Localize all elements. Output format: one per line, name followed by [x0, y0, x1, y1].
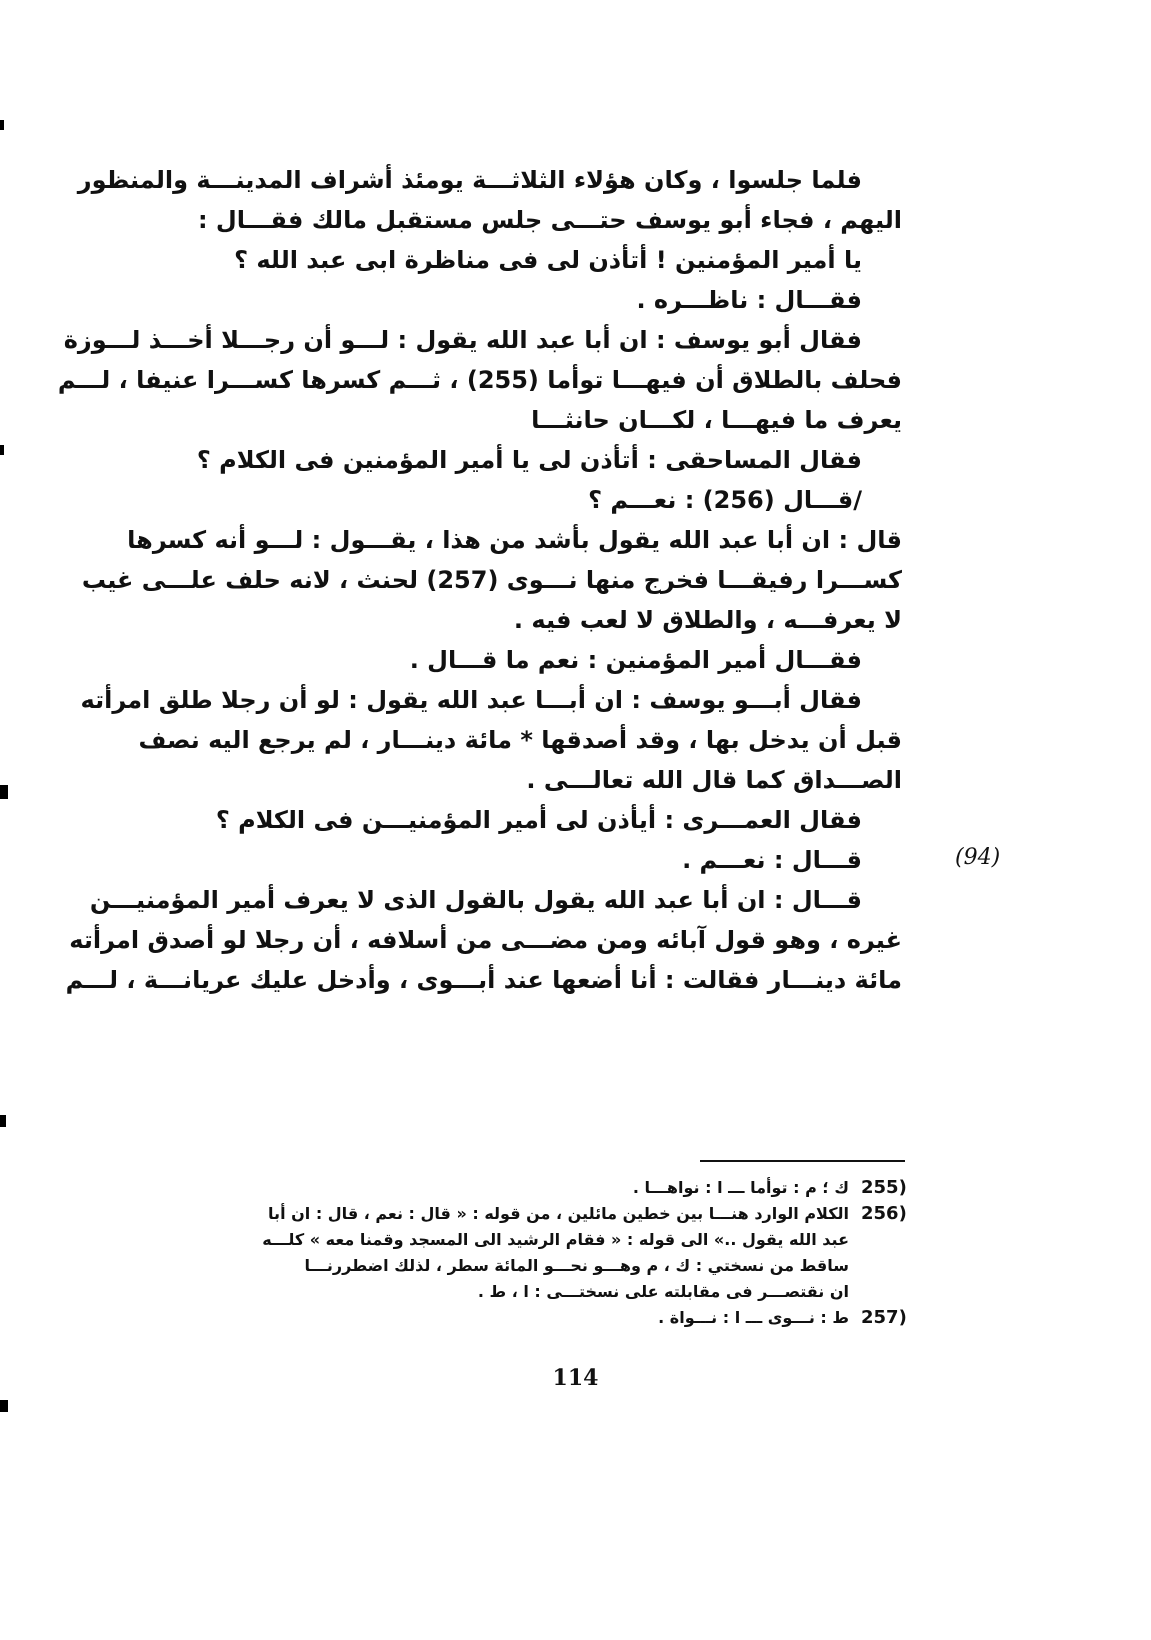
- footnote-item: [190, 1305, 905, 1331]
- text-line: فلما جلسوا ، وكان هؤلاء الثلاثـــة يومئذ أشراف المدينـــة والمنظور: [77, 166, 862, 194]
- text-line: /قـــال (256) : نعـــم ؟: [588, 486, 862, 514]
- footnote-text: [190, 1305, 861, 1331]
- footnote-text: [190, 1201, 861, 1305]
- paragraph: [80, 680, 902, 720]
- text-line: فقال المساحقى : أتأذن لى يا أمير المؤمنين فى الكلام ؟: [196, 446, 862, 474]
- footnote-line: الكلام الوارد هنـــا بين خطين مائلين ، من قوله : « قال : نعم ، قال : ان أبا: [268, 1204, 849, 1223]
- text-line: قـــال : نعـــم .: [682, 846, 862, 874]
- text-line: يعرف ما فيهـــا ، لكـــان حانثـــا: [531, 406, 902, 434]
- paragraph: [89, 880, 902, 920]
- paragraph: [138, 720, 902, 800]
- footnote-number: 255): [861, 1177, 907, 1198]
- paragraph: [190, 480, 902, 520]
- footnote-number: 257): [861, 1307, 907, 1328]
- margin-reference-number: (94): [955, 845, 1001, 870]
- footnote-line: ان نقتصـــر فى مقابلته على نسختـــى : ا ، ط .: [477, 1282, 849, 1301]
- footnotes: [190, 1175, 905, 1331]
- text-line: اليهم ، فجاء أبو يوسف حتـــى جلس مستقبل مالك فقـــال :: [197, 206, 902, 234]
- scan-edge-mark: [0, 785, 8, 799]
- footnote-item: [190, 1175, 905, 1201]
- footnote-number: 256): [861, 1203, 907, 1224]
- text-line: كســـرا رفيقـــا فخرج منها نـــوى (257) لحنث ، لانه حلف علـــى غيب: [81, 566, 902, 594]
- text-line: غيره ، وهو قول آبائه ومن مضـــى من أسلافه ، أن رجلا لو أصدق امرأته: [69, 926, 902, 954]
- paragraph: [77, 160, 902, 200]
- footnote-line: ط : نـــوى ـــ ا : نـــواة .: [658, 1308, 849, 1327]
- paragraph: [81, 520, 902, 640]
- main-text: [57, 160, 902, 1000]
- page-number: 114: [552, 1365, 599, 1391]
- scan-edge-mark: [0, 445, 4, 455]
- paragraph: [57, 360, 902, 440]
- text-line: فقـــال أمير المؤمنين : نعم ما قـــال .: [409, 646, 862, 674]
- text-line: قال : ان أبا عبد الله يقول بأشد من هذا ، يقـــول : لـــو أنه كسرها: [127, 526, 902, 554]
- footnote-line: عبد الله يقول ..» الى قوله : « فقام الرشيد الى المسجد وقمنا معه » كلـــه: [262, 1230, 849, 1249]
- footnote-item: [190, 1201, 905, 1305]
- text-line: مائة دينـــار فقالت : أنا أضعها عند أبـــوى ، وأدخل عليك عريانـــة ، لـــم: [65, 966, 902, 994]
- paragraph: [190, 200, 902, 240]
- paragraph: [190, 840, 902, 880]
- text-line: الصـــداق كما قال الله تعالـــى .: [526, 766, 902, 794]
- footnote-line: ساقط من نسختي : ك ، م وهـــو نحـــو المائة سطر ، لذلك اضطررنـــا: [304, 1256, 849, 1275]
- paragraph: [190, 240, 902, 280]
- paragraph: [190, 280, 902, 320]
- paragraph: [190, 800, 902, 840]
- text-line: فقال أبو يوسف : ان أبا عبد الله يقول : لـــو أن رجـــلا أخـــذ لـــوزة: [63, 326, 862, 354]
- text-line: فحلف بالطلاق أن فيهـــا توأما (255) ، ثـــم كسرها كســـرا عنيفا ، لـــم: [57, 366, 902, 394]
- text-line: لا يعرفـــه ، والطلاق لا لعب فيه .: [513, 606, 902, 634]
- scan-edge-mark: [0, 1400, 8, 1412]
- footnote-line: ك ؛ م : توأما ـــ ا : نواهـــا .: [632, 1178, 849, 1197]
- scan-edge-mark: [0, 120, 4, 130]
- text-line: قبل أن يدخل بها ، وقد أصدقها * مائة دينـــار ، لم يرجع اليه نصف: [138, 726, 902, 754]
- text-line: فقال أبـــو يوسف : ان أبـــا عبد الله يقول : لو أن رجلا طلق امرأته: [80, 686, 862, 714]
- text-line: فقـــال : ناظـــره .: [636, 286, 862, 314]
- paragraph: [190, 640, 902, 680]
- text-line: يا أمير المؤمنين ! أتأذن لى فى مناظرة ابى عبد الله ؟: [234, 246, 862, 274]
- text-line: قـــال : ان أبا عبد الله يقول بالقول الذى لا يعرف أمير المؤمنيـــن: [89, 886, 862, 914]
- paragraph: [190, 440, 902, 480]
- footnote-divider: [700, 1160, 905, 1162]
- footnote-text: [190, 1175, 861, 1201]
- scan-edge-mark: [0, 1115, 6, 1127]
- paragraph: [63, 320, 902, 360]
- text-line: فقال العمـــرى : أيأذن لى أمير المؤمنيـــن فى الكلام ؟: [215, 806, 862, 834]
- paragraph: [65, 920, 902, 1000]
